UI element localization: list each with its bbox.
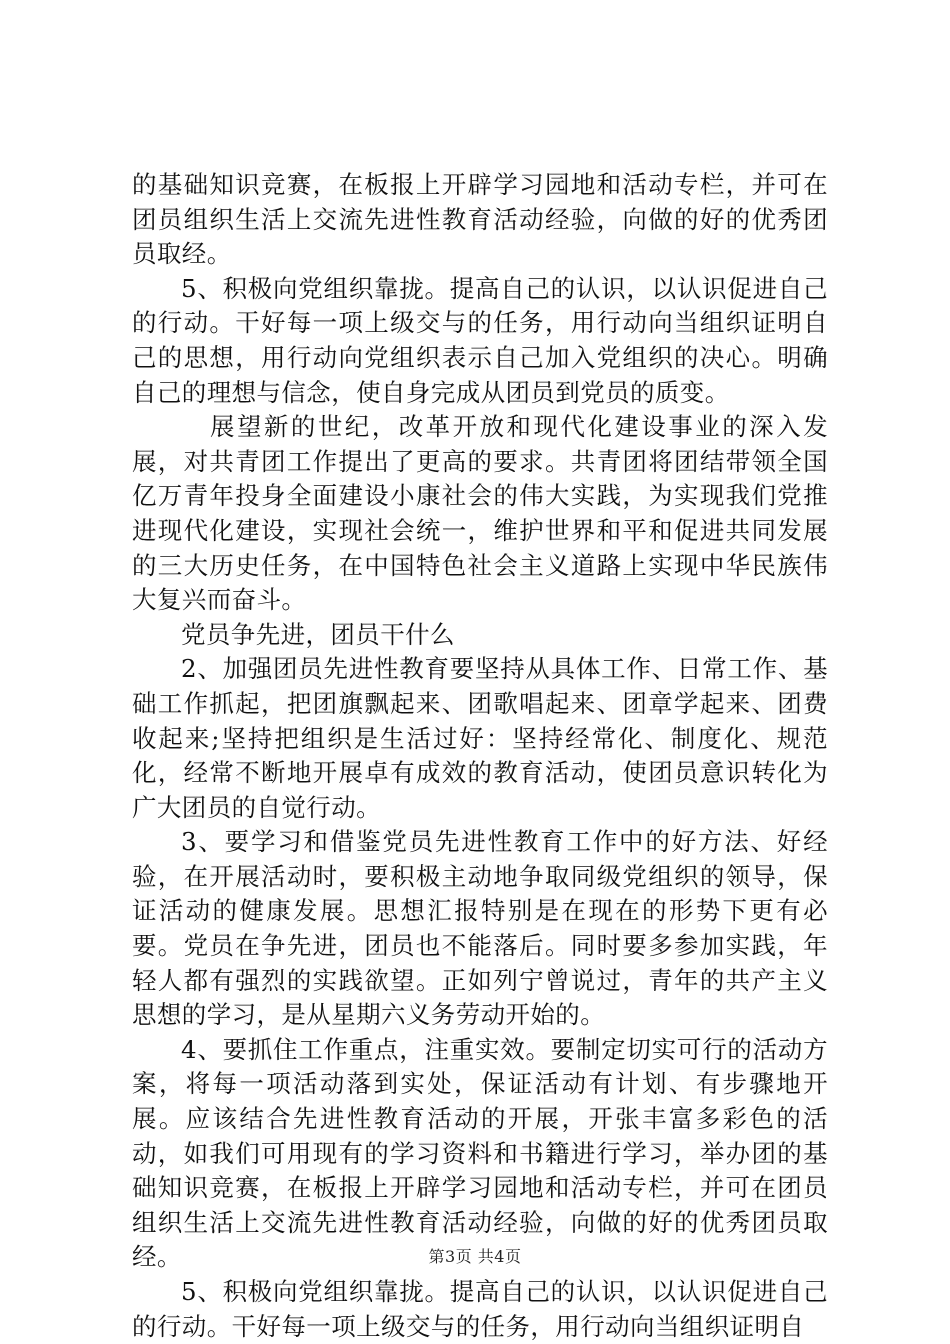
page-number-footer: 第3页 共4页 <box>428 1247 522 1266</box>
paragraph-item-5: 5、积极向党组织靠拢。提高自己的认识，以认识促进自己的行动。干好每一项上级交与的任务，用行动向当组织证明自己的思想，用行动向党组织表示自己加入党组织的决心。明确自己的理想与信念，使自身完成从团员到党员的质变。 <box>132 273 828 407</box>
paragraph-item-2: 2、加强团员先进性教育要坚持从具体工作、日常工作、基础工作抓起，把团旗飘起来、团歌唱起来、团章学起来、团费收起来;坚持把组织是生活过好：坚持经常化、制度化、规范化，经常不断地开展卓有成效的教育活动，使团员意识转化为广大团员的自觉行动。 <box>132 654 828 822</box>
paragraph-item-3: 3、要学习和借鉴党员先进性教育工作中的好方法、好经验，在开展活动时，要积极主动地争取同级党组织的领导，保证活动的健康发展。思想汇报特别是在现在的形势下更有必要。党员在争先进，团员也不能落后。同时要多参加实践，年轻人都有强烈的实践欲望。正如列宁曾说过，青年的共产主义思想的学习，是从星期六义务劳动开始的。 <box>132 827 828 1030</box>
paragraph-item-4: 4、要抓住工作重点，注重实效。要制定切实可行的活动方案，将每一项活动落到实处，保证活动有计划、有步骤地开展。应该结合先进性教育活动的开展，开张丰富多彩色的活动，如我们可用现有的学习资料和书籍进行学习，举办团的基础知识竞赛，在板报上开辟学习园地和活动专栏，并可在团员组织生活上交流先进性教育活动经验，向做的好的优秀团员取经。 <box>132 1034 828 1272</box>
document-body <box>132 168 828 1344</box>
paragraph-continuation: 的基础知识竞赛，在板报上开辟学习园地和活动专栏，并可在团员组织生活上交流先进性教育活动经验，向做的好的优秀团员取经。 <box>132 170 828 269</box>
paragraph-item-5-repeat: 5、积极向党组织靠拢。提高自己的认识，以认识促进自己的行动。干好每一项上级交与的任务，用行动向当组织证明自 <box>132 1277 828 1341</box>
paragraph-outlook: 展望新的世纪，改革开放和现代化建设事业的深入发展，对共青团工作提出了更高的要求。共青团将团结带领全国亿万青年投身全面建设小康社会的伟大实践，为实现我们党推进现代化建设，实现社会统一，维护世界和平和促进共同发展的三大历史任务，在中国特色社会主义道路上实现中华民族伟大复兴而奋斗。 <box>132 412 828 615</box>
section-heading: 党员争先进，团员干什么 <box>181 619 455 649</box>
